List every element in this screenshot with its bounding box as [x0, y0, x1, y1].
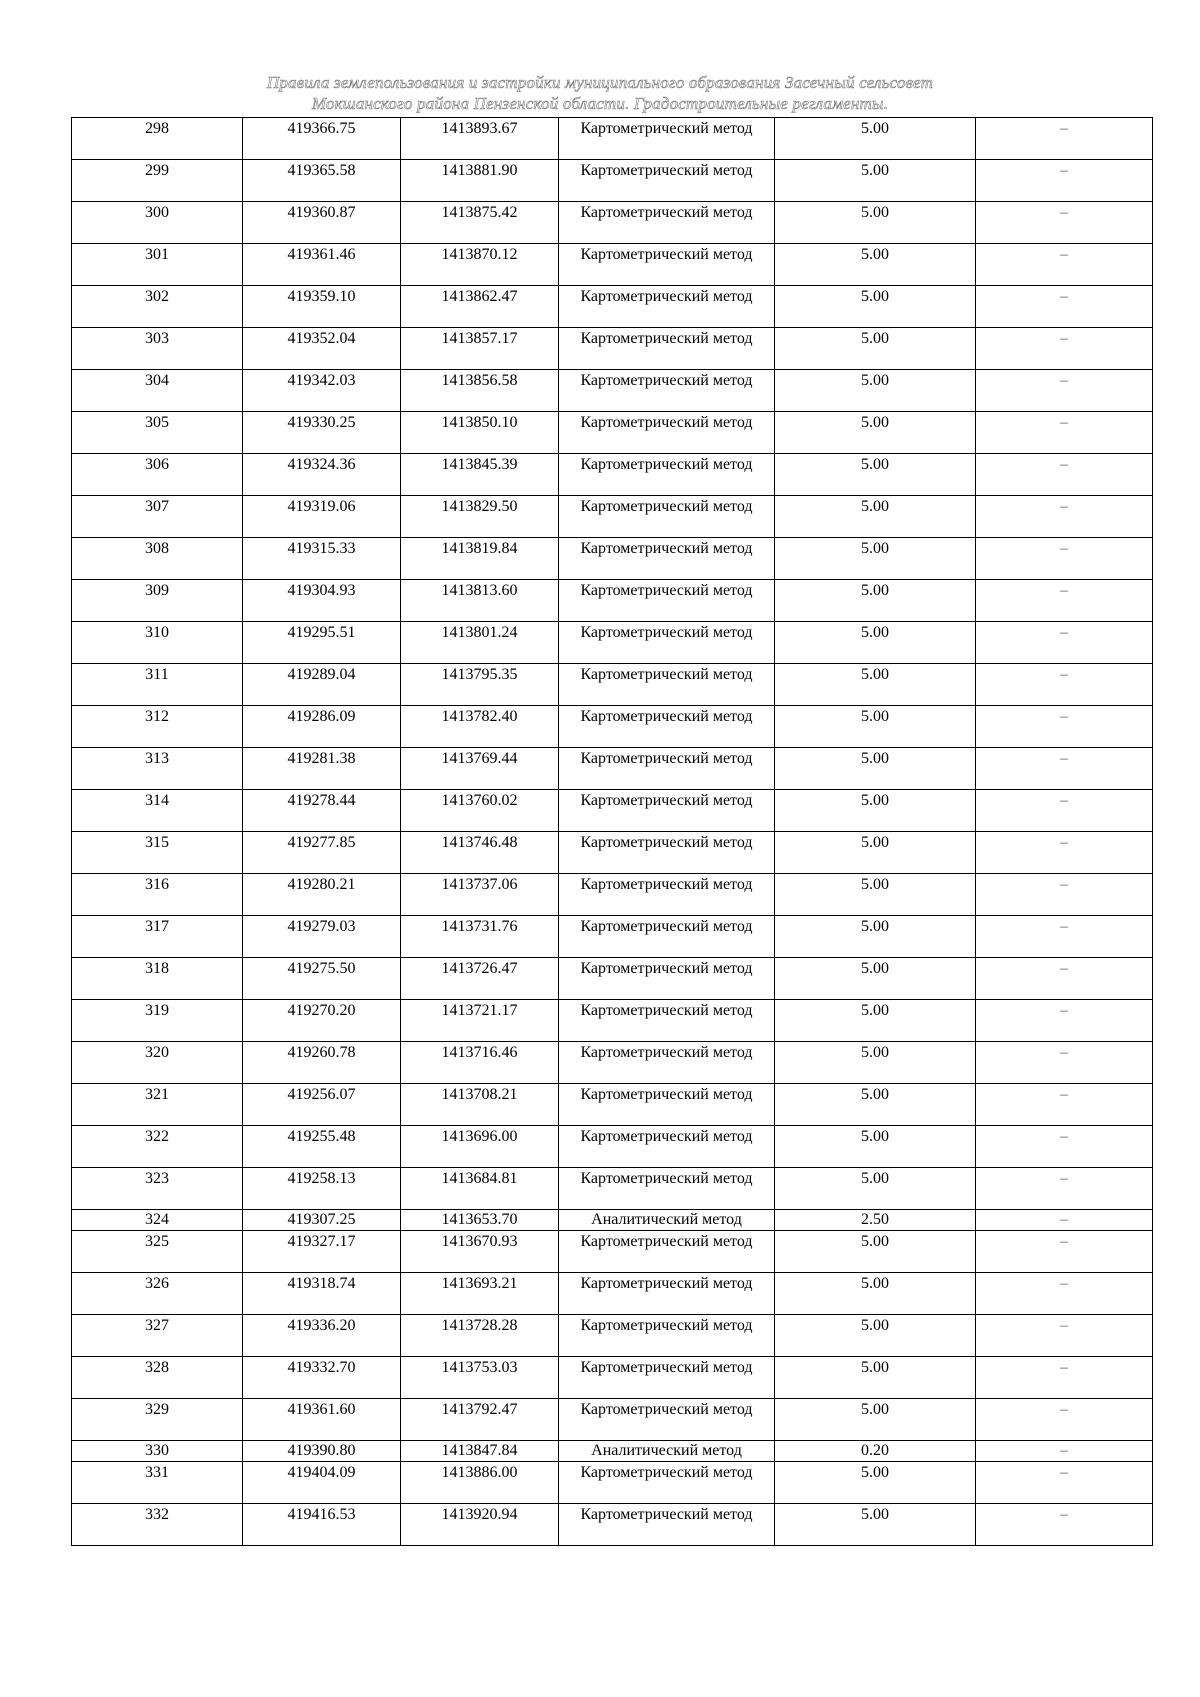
note-cell: – [976, 328, 1153, 370]
x-coordinate-cell: 419315.33 [243, 538, 401, 580]
point-number-cell: 329 [72, 1399, 243, 1441]
accuracy-cell: 5.00 [775, 118, 976, 160]
table-row [72, 1441, 1153, 1462]
point-number-cell: 315 [72, 832, 243, 874]
y-coordinate-cell: 1413726.47 [401, 958, 559, 1000]
point-number-cell: 310 [72, 622, 243, 664]
note-cell: – [976, 160, 1153, 202]
note-cell: – [976, 790, 1153, 832]
accuracy-cell: 5.00 [775, 412, 976, 454]
document-header [120, 72, 1080, 114]
note-cell: – [976, 1126, 1153, 1168]
table-row [72, 1315, 1153, 1357]
x-coordinate-cell: 419289.04 [243, 664, 401, 706]
y-coordinate-cell: 1413753.03 [401, 1357, 559, 1399]
note-cell: – [976, 412, 1153, 454]
accuracy-cell: 5.00 [775, 328, 976, 370]
method-cell: Аналитический метод [559, 1441, 775, 1462]
point-number-cell: 307 [72, 496, 243, 538]
x-coordinate-cell: 419330.25 [243, 412, 401, 454]
point-number-cell: 316 [72, 874, 243, 916]
point-number-cell: 322 [72, 1126, 243, 1168]
table-row [72, 496, 1153, 538]
y-coordinate-cell: 1413670.93 [401, 1231, 559, 1273]
table-row [72, 1210, 1153, 1231]
table-row [72, 412, 1153, 454]
accuracy-cell: 5.00 [775, 958, 976, 1000]
x-coordinate-cell: 419275.50 [243, 958, 401, 1000]
method-cell: Картометрический метод [559, 328, 775, 370]
point-number-cell: 305 [72, 412, 243, 454]
y-coordinate-cell: 1413684.81 [401, 1168, 559, 1210]
method-cell: Картометрический метод [559, 1168, 775, 1210]
y-coordinate-cell: 1413893.67 [401, 118, 559, 160]
accuracy-cell: 5.00 [775, 790, 976, 832]
accuracy-cell: 5.00 [775, 1315, 976, 1357]
table-row [72, 1399, 1153, 1441]
point-number-cell: 308 [72, 538, 243, 580]
note-cell: – [976, 748, 1153, 790]
accuracy-cell: 5.00 [775, 622, 976, 664]
table-row [72, 328, 1153, 370]
note-cell: – [976, 1042, 1153, 1084]
point-number-cell: 320 [72, 1042, 243, 1084]
y-coordinate-cell: 1413769.44 [401, 748, 559, 790]
method-cell: Картометрический метод [559, 664, 775, 706]
y-coordinate-cell: 1413693.21 [401, 1273, 559, 1315]
method-cell: Картометрический метод [559, 580, 775, 622]
x-coordinate-cell: 419359.10 [243, 286, 401, 328]
note-cell: – [976, 244, 1153, 286]
table-row [72, 1084, 1153, 1126]
method-cell: Картометрический метод [559, 1126, 775, 1168]
accuracy-cell: 5.00 [775, 706, 976, 748]
x-coordinate-cell: 419366.75 [243, 118, 401, 160]
method-cell: Картометрический метод [559, 706, 775, 748]
note-cell: – [976, 286, 1153, 328]
method-cell: Картометрический метод [559, 1000, 775, 1042]
accuracy-cell: 5.00 [775, 244, 976, 286]
method-cell: Картометрический метод [559, 958, 775, 1000]
method-cell: Картометрический метод [559, 1315, 775, 1357]
table-row [72, 580, 1153, 622]
x-coordinate-cell: 419404.09 [243, 1462, 401, 1504]
accuracy-cell: 5.00 [775, 1399, 976, 1441]
method-cell: Картометрический метод [559, 1084, 775, 1126]
x-coordinate-cell: 419307.25 [243, 1210, 401, 1231]
accuracy-cell: 5.00 [775, 286, 976, 328]
accuracy-cell: 5.00 [775, 748, 976, 790]
point-number-cell: 330 [72, 1441, 243, 1462]
table-row [72, 874, 1153, 916]
y-coordinate-cell: 1413731.76 [401, 916, 559, 958]
method-cell: Картометрический метод [559, 1231, 775, 1273]
x-coordinate-cell: 419295.51 [243, 622, 401, 664]
y-coordinate-cell: 1413696.00 [401, 1126, 559, 1168]
x-coordinate-cell: 419342.03 [243, 370, 401, 412]
method-cell: Картометрический метод [559, 622, 775, 664]
point-number-cell: 325 [72, 1231, 243, 1273]
note-cell: – [976, 832, 1153, 874]
accuracy-cell: 5.00 [775, 1273, 976, 1315]
note-cell: – [976, 1273, 1153, 1315]
method-cell: Картометрический метод [559, 832, 775, 874]
y-coordinate-cell: 1413737.06 [401, 874, 559, 916]
method-cell: Картометрический метод [559, 160, 775, 202]
table-row [72, 1357, 1153, 1399]
accuracy-cell: 5.00 [775, 370, 976, 412]
table-row [72, 1042, 1153, 1084]
x-coordinate-cell: 419279.03 [243, 916, 401, 958]
table-row [72, 370, 1153, 412]
y-coordinate-cell: 1413862.47 [401, 286, 559, 328]
note-cell: – [976, 496, 1153, 538]
table-row [72, 454, 1153, 496]
method-cell: Картометрический метод [559, 874, 775, 916]
y-coordinate-cell: 1413847.84 [401, 1441, 559, 1462]
point-number-cell: 319 [72, 1000, 243, 1042]
x-coordinate-cell: 419332.70 [243, 1357, 401, 1399]
table-row [72, 622, 1153, 664]
x-coordinate-cell: 419390.80 [243, 1441, 401, 1462]
method-cell: Картометрический метод [559, 538, 775, 580]
table-row [72, 790, 1153, 832]
note-cell: – [976, 706, 1153, 748]
note-cell: – [976, 1231, 1153, 1273]
x-coordinate-cell: 419319.06 [243, 496, 401, 538]
y-coordinate-cell: 1413845.39 [401, 454, 559, 496]
point-number-cell: 309 [72, 580, 243, 622]
accuracy-cell: 5.00 [775, 874, 976, 916]
note-cell: – [976, 1210, 1153, 1231]
method-cell: Картометрический метод [559, 1504, 775, 1546]
x-coordinate-cell: 419361.60 [243, 1399, 401, 1441]
header-line-2: Мокшанского района Пензенской области. Градостроительные регламенты. [311, 94, 889, 113]
y-coordinate-cell: 1413829.50 [401, 496, 559, 538]
note-cell: – [976, 622, 1153, 664]
point-number-cell: 317 [72, 916, 243, 958]
table-row [72, 160, 1153, 202]
point-number-cell: 321 [72, 1084, 243, 1126]
point-number-cell: 328 [72, 1357, 243, 1399]
note-cell: – [976, 958, 1153, 1000]
method-cell: Картометрический метод [559, 1042, 775, 1084]
y-coordinate-cell: 1413782.40 [401, 706, 559, 748]
table-row [72, 748, 1153, 790]
method-cell: Картометрический метод [559, 412, 775, 454]
x-coordinate-cell: 419286.09 [243, 706, 401, 748]
x-coordinate-cell: 419277.85 [243, 832, 401, 874]
x-coordinate-cell: 419258.13 [243, 1168, 401, 1210]
point-number-cell: 314 [72, 790, 243, 832]
note-cell: – [976, 1504, 1153, 1546]
point-number-cell: 306 [72, 454, 243, 496]
note-cell: – [976, 1357, 1153, 1399]
table-row [72, 1168, 1153, 1210]
coordinates-table [71, 117, 1153, 1546]
point-number-cell: 299 [72, 160, 243, 202]
x-coordinate-cell: 419280.21 [243, 874, 401, 916]
x-coordinate-cell: 419324.36 [243, 454, 401, 496]
x-coordinate-cell: 419270.20 [243, 1000, 401, 1042]
x-coordinate-cell: 419416.53 [243, 1504, 401, 1546]
x-coordinate-cell: 419281.38 [243, 748, 401, 790]
y-coordinate-cell: 1413920.94 [401, 1504, 559, 1546]
x-coordinate-cell: 419318.74 [243, 1273, 401, 1315]
table-row [72, 538, 1153, 580]
x-coordinate-cell: 419361.46 [243, 244, 401, 286]
y-coordinate-cell: 1413819.84 [401, 538, 559, 580]
y-coordinate-cell: 1413653.70 [401, 1210, 559, 1231]
point-number-cell: 331 [72, 1462, 243, 1504]
note-cell: – [976, 1084, 1153, 1126]
accuracy-cell: 5.00 [775, 1168, 976, 1210]
x-coordinate-cell: 419304.93 [243, 580, 401, 622]
note-cell: – [976, 202, 1153, 244]
x-coordinate-cell: 419365.58 [243, 160, 401, 202]
accuracy-cell: 5.00 [775, 580, 976, 622]
accuracy-cell: 5.00 [775, 454, 976, 496]
method-cell: Картометрический метод [559, 496, 775, 538]
accuracy-cell: 5.00 [775, 1357, 976, 1399]
accuracy-cell: 5.00 [775, 664, 976, 706]
point-number-cell: 313 [72, 748, 243, 790]
x-coordinate-cell: 419352.04 [243, 328, 401, 370]
accuracy-cell: 5.00 [775, 832, 976, 874]
point-number-cell: 300 [72, 202, 243, 244]
accuracy-cell: 5.00 [775, 496, 976, 538]
table-row [72, 1462, 1153, 1504]
table-row [72, 1231, 1153, 1273]
method-cell: Картометрический метод [559, 790, 775, 832]
table-row [72, 202, 1153, 244]
method-cell: Картометрический метод [559, 286, 775, 328]
y-coordinate-cell: 1413875.42 [401, 202, 559, 244]
accuracy-cell: 5.00 [775, 1042, 976, 1084]
point-number-cell: 301 [72, 244, 243, 286]
note-cell: – [976, 664, 1153, 706]
method-cell: Картометрический метод [559, 118, 775, 160]
accuracy-cell: 2.50 [775, 1210, 976, 1231]
table-row [72, 1000, 1153, 1042]
table-row [72, 832, 1153, 874]
note-cell: – [976, 118, 1153, 160]
point-number-cell: 303 [72, 328, 243, 370]
y-coordinate-cell: 1413728.28 [401, 1315, 559, 1357]
y-coordinate-cell: 1413856.58 [401, 370, 559, 412]
table-row [72, 1273, 1153, 1315]
x-coordinate-cell: 419260.78 [243, 1042, 401, 1084]
y-coordinate-cell: 1413795.35 [401, 664, 559, 706]
y-coordinate-cell: 1413721.17 [401, 1000, 559, 1042]
note-cell: – [976, 1168, 1153, 1210]
table-row [72, 706, 1153, 748]
table-row [72, 1126, 1153, 1168]
note-cell: – [976, 916, 1153, 958]
accuracy-cell: 5.00 [775, 1462, 976, 1504]
coordinates-table-body [72, 118, 1153, 1546]
y-coordinate-cell: 1413870.12 [401, 244, 559, 286]
point-number-cell: 302 [72, 286, 243, 328]
accuracy-cell: 0.20 [775, 1441, 976, 1462]
method-cell: Картометрический метод [559, 1357, 775, 1399]
y-coordinate-cell: 1413792.47 [401, 1399, 559, 1441]
note-cell: – [976, 370, 1153, 412]
point-number-cell: 298 [72, 118, 243, 160]
y-coordinate-cell: 1413716.46 [401, 1042, 559, 1084]
y-coordinate-cell: 1413850.10 [401, 412, 559, 454]
accuracy-cell: 5.00 [775, 202, 976, 244]
point-number-cell: 304 [72, 370, 243, 412]
accuracy-cell: 5.00 [775, 1231, 976, 1273]
x-coordinate-cell: 419360.87 [243, 202, 401, 244]
table-row [72, 118, 1153, 160]
accuracy-cell: 5.00 [775, 1084, 976, 1126]
method-cell: Картометрический метод [559, 748, 775, 790]
y-coordinate-cell: 1413760.02 [401, 790, 559, 832]
method-cell: Картометрический метод [559, 1273, 775, 1315]
x-coordinate-cell: 419255.48 [243, 1126, 401, 1168]
header-line-1: Правила землепользования и застройки муниципального образования Засечный сельсовет [266, 73, 934, 92]
table-row [72, 916, 1153, 958]
x-coordinate-cell: 419278.44 [243, 790, 401, 832]
y-coordinate-cell: 1413886.00 [401, 1462, 559, 1504]
note-cell: – [976, 874, 1153, 916]
y-coordinate-cell: 1413801.24 [401, 622, 559, 664]
point-number-cell: 318 [72, 958, 243, 1000]
x-coordinate-cell: 419336.20 [243, 1315, 401, 1357]
table-row [72, 664, 1153, 706]
accuracy-cell: 5.00 [775, 916, 976, 958]
note-cell: – [976, 1399, 1153, 1441]
table-row [72, 286, 1153, 328]
point-number-cell: 323 [72, 1168, 243, 1210]
point-number-cell: 327 [72, 1315, 243, 1357]
point-number-cell: 326 [72, 1273, 243, 1315]
note-cell: – [976, 1441, 1153, 1462]
method-cell: Картометрический метод [559, 1399, 775, 1441]
accuracy-cell: 5.00 [775, 1126, 976, 1168]
y-coordinate-cell: 1413857.17 [401, 328, 559, 370]
point-number-cell: 311 [72, 664, 243, 706]
method-cell: Картометрический метод [559, 244, 775, 286]
y-coordinate-cell: 1413708.21 [401, 1084, 559, 1126]
note-cell: – [976, 538, 1153, 580]
y-coordinate-cell: 1413813.60 [401, 580, 559, 622]
table-row [72, 958, 1153, 1000]
method-cell: Картометрический метод [559, 454, 775, 496]
x-coordinate-cell: 419256.07 [243, 1084, 401, 1126]
accuracy-cell: 5.00 [775, 160, 976, 202]
y-coordinate-cell: 1413746.48 [401, 832, 559, 874]
note-cell: – [976, 454, 1153, 496]
table-row [72, 244, 1153, 286]
method-cell: Картометрический метод [559, 1462, 775, 1504]
point-number-cell: 312 [72, 706, 243, 748]
note-cell: – [976, 1000, 1153, 1042]
accuracy-cell: 5.00 [775, 538, 976, 580]
method-cell: Картометрический метод [559, 916, 775, 958]
method-cell: Аналитический метод [559, 1210, 775, 1231]
method-cell: Картометрический метод [559, 370, 775, 412]
point-number-cell: 324 [72, 1210, 243, 1231]
note-cell: – [976, 1462, 1153, 1504]
point-number-cell: 332 [72, 1504, 243, 1546]
y-coordinate-cell: 1413881.90 [401, 160, 559, 202]
note-cell: – [976, 580, 1153, 622]
note-cell: – [976, 1315, 1153, 1357]
x-coordinate-cell: 419327.17 [243, 1231, 401, 1273]
accuracy-cell: 5.00 [775, 1504, 976, 1546]
accuracy-cell: 5.00 [775, 1000, 976, 1042]
method-cell: Картометрический метод [559, 202, 775, 244]
table-row [72, 1504, 1153, 1546]
